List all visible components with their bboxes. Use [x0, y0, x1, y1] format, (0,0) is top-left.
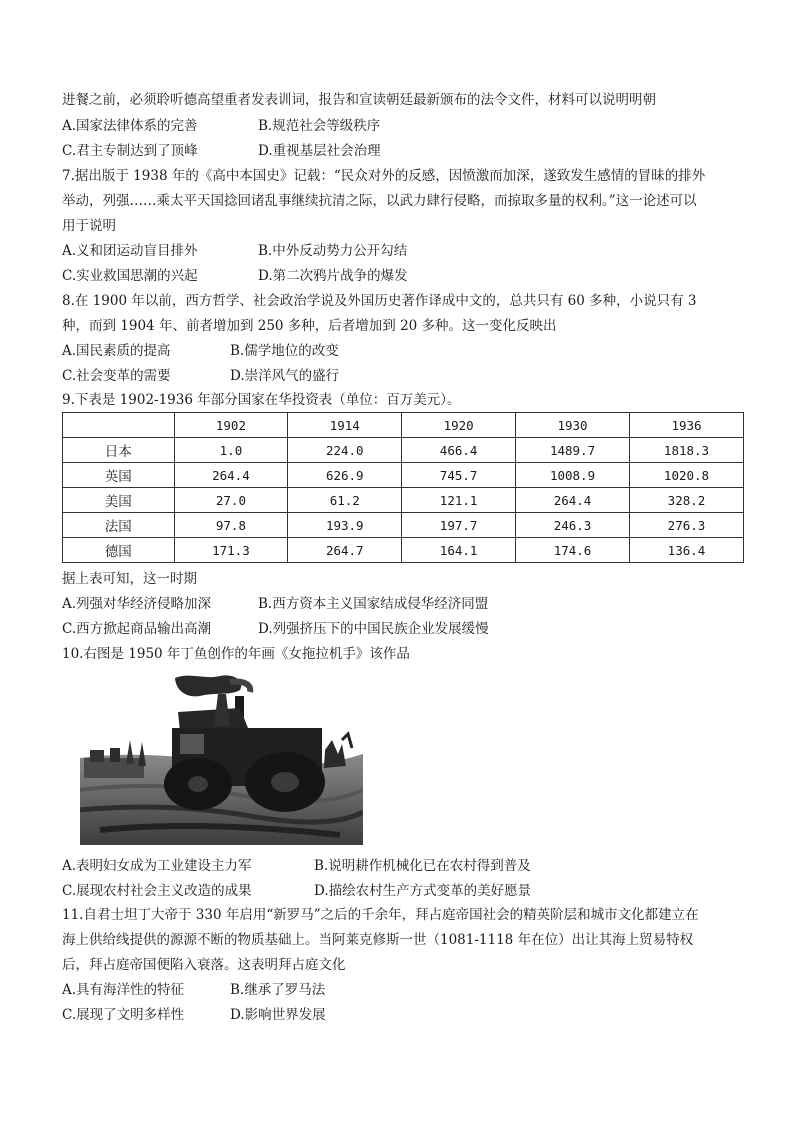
- table-header-cell: 1920: [402, 413, 516, 438]
- table-header-cell: 1914: [288, 413, 402, 438]
- q8-stem-line1: 8.在 1900 年以前，西方哲学、社会政治学说及外国历史著作译成中文的，总共只有 60 多种，小说只有 3: [62, 293, 697, 309]
- table-row: [63, 513, 744, 538]
- q8-option-c: C.社会变革的需要: [62, 368, 171, 384]
- q11-stem-line3: 后，拜占庭帝国便陷入衰落。这表明拜占庭文化: [62, 957, 346, 973]
- table-cell: 264.4: [516, 488, 630, 513]
- table-cell: 1489.7: [516, 438, 630, 463]
- table-cell: 171.3: [174, 538, 288, 563]
- table-cell: 日本: [63, 438, 175, 463]
- table-cell: 328.2: [630, 488, 744, 513]
- q6-option-c: C.君主专制达到了顶峰: [62, 143, 198, 159]
- table-cell: 121.1: [402, 488, 516, 513]
- q7-option-b: B.中外反动势力公开勾结: [258, 243, 408, 259]
- q9-stem-line: 9.下表是 1902-1936 年部分国家在华投资表（单位：百万美元）。: [62, 392, 461, 408]
- table-cell: 246.3: [516, 513, 630, 538]
- q8-option-b: B.儒学地位的改变: [230, 343, 339, 359]
- table-cell: 164.1: [402, 538, 516, 563]
- table-header-row: [63, 413, 744, 438]
- table-cell: 61.2: [288, 488, 402, 513]
- table-cell: 466.4: [402, 438, 516, 463]
- table-row: [63, 488, 744, 513]
- q7-option-c: C.实业救国思潮的兴起: [62, 268, 198, 284]
- table-cell: 1008.9: [516, 463, 630, 488]
- table-header-cell: 1902: [174, 413, 288, 438]
- investment-table: [62, 412, 744, 563]
- q6-option-d: D.重视基层社会治理: [258, 143, 381, 159]
- table-cell: 1020.8: [630, 463, 744, 488]
- table-cell: 27.0: [174, 488, 288, 513]
- table-row: [63, 538, 744, 563]
- q9-option-a: A.列强对华经济侵略加深: [62, 596, 212, 612]
- table-cell: 193.9: [288, 513, 402, 538]
- table-cell: 法国: [63, 513, 175, 538]
- q6-option-b: B.规范社会等级秩序: [258, 118, 381, 134]
- q11-option-a: A.具有海洋性的特征: [62, 982, 185, 998]
- q8-option-d: D.崇洋风气的盛行: [230, 368, 340, 384]
- q10-stem-line: 10.右图是 1950 年丁鱼创作的年画《女拖拉机手》该作品: [62, 646, 410, 662]
- table-cell: 德国: [63, 538, 175, 563]
- table-cell: 1.0: [174, 438, 288, 463]
- q10-option-d: D.描绘农村生产方式变革的美好愿景: [314, 883, 532, 899]
- q10-option-b: B.说明耕作机械化已在农村得到普及: [314, 858, 531, 874]
- table-cell: 97.8: [174, 513, 288, 538]
- q11-stem-line1: 11.自君士坦丁大帝于 330 年启用“新罗马”之后的千余年，拜占庭帝国社会的精英阶层和城市文化都建立在: [62, 907, 699, 923]
- table-cell: 224.0: [288, 438, 402, 463]
- q11-option-b: B.继承了罗马法: [230, 982, 326, 998]
- table-cell: 1818.3: [630, 438, 744, 463]
- q10-option-c: C.展现农村社会主义改造的成果: [62, 883, 252, 899]
- q7-option-a: A.义和团运动盲目排外: [62, 243, 198, 259]
- q6-option-a: A.国家法律体系的完善: [62, 118, 198, 134]
- table-cell: 264.7: [288, 538, 402, 563]
- q7-stem-line1: 7.据出版于 1938 年的《高中本国史》记载：“民众对外的反感，因愤激而加深，遂致发生感情的冒昧的排外: [62, 168, 706, 184]
- q7-stem-line2: 举动，列强……乘太平天国捻回诸乱事继续抗清之际，以武力肆行侵略，而掠取多量的权利。”这一论述可以: [62, 193, 697, 209]
- table-header-cell: [63, 413, 175, 438]
- table-header-cell: 1936: [630, 413, 744, 438]
- table-cell: 136.4: [630, 538, 744, 563]
- table-cell: 276.3: [630, 513, 744, 538]
- q9-option-b: B.西方资本主义国家结成侵华经济同盟: [258, 596, 489, 612]
- q9-option-d: D.列强挤压下的中国民族企业发展缓慢: [258, 621, 489, 637]
- q8-option-a: A.国民素质的提高: [62, 343, 171, 359]
- table-header-cell: 1930: [516, 413, 630, 438]
- q9-option-c: C.西方掀起商品输出高潮: [62, 621, 212, 637]
- table-row: [63, 438, 744, 463]
- table-cell: 174.6: [516, 538, 630, 563]
- q11-option-c: C.展现了文明多样性: [62, 1007, 185, 1023]
- table-cell: 745.7: [402, 463, 516, 488]
- table-cell: 美国: [63, 488, 175, 513]
- table-cell: 197.7: [402, 513, 516, 538]
- table-cell: 264.4: [174, 463, 288, 488]
- table-cell: 英国: [63, 463, 175, 488]
- q7-option-d: D.第二次鸦片战争的爆发: [258, 268, 408, 284]
- q8-stem-line2: 种，而到 1904 年、前者增加到 250 多种，后者增加到 20 多种。这一变化反映出: [62, 318, 557, 334]
- table-row: [63, 463, 744, 488]
- q11-stem-line2: 海上供给线提供的源源不断的物质基础上。当阿莱克修斯一世（1081-1118 年在位）出让其海上贸易特权: [62, 932, 694, 948]
- tractor-painting-image: [80, 670, 363, 845]
- table-cell: 626.9: [288, 463, 402, 488]
- q9-after-line: 据上表可知，这一时期: [62, 571, 197, 587]
- q6-stem-line: 进餐之前，必须聆听德高望重者发表训词，报告和宣读朝廷最新颁布的法令文件，材料可以说明明朝: [62, 92, 656, 108]
- q10-option-a: A.表明妇女成为工业建设主力军: [62, 858, 252, 874]
- q11-option-d: D.影响世界发展: [230, 1007, 326, 1023]
- q7-stem-line3: 用于说明: [62, 218, 116, 234]
